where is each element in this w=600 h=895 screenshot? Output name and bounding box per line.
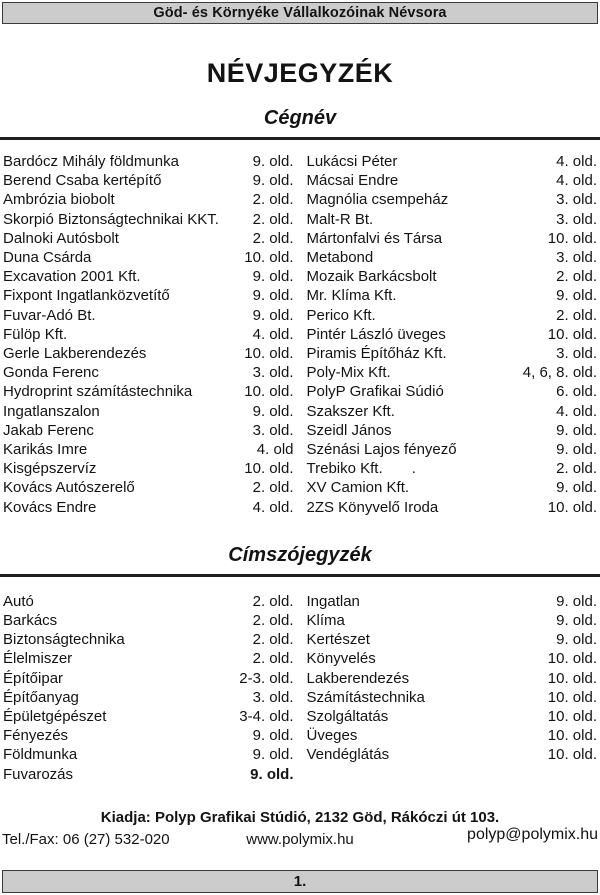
entry-name: Skorpió Biztonságtechnikai KKT. xyxy=(3,210,219,228)
entry-name: Hydroprint számítástechnika xyxy=(3,383,193,401)
entry-name: Klíma xyxy=(306,612,345,630)
entry-name: Trebiko Kft. . xyxy=(306,460,416,478)
entry-name: Perico Kft. xyxy=(306,306,376,324)
entry-name: Mácsai Endre xyxy=(306,172,399,190)
entry-name: Földmunka xyxy=(3,746,78,764)
telephone-fax: Tel./Fax: 06 (27) 532-020 xyxy=(2,830,170,848)
entry-page: 2. old. xyxy=(252,650,294,668)
entry-page: 4. old. xyxy=(252,498,294,516)
entry-name: Szeidl János xyxy=(306,421,392,439)
entry-name: Lakberendezés xyxy=(306,669,410,687)
entry-name: Mozaik Barkácsbolt xyxy=(306,268,437,286)
list-item xyxy=(3,152,294,171)
entry-name: Barkács xyxy=(3,612,58,630)
list-item xyxy=(307,306,598,325)
list-item xyxy=(307,440,598,459)
entry-name: Pintér László üveges xyxy=(306,325,446,343)
entry-name: Szolgáltatás xyxy=(306,708,389,726)
list-item xyxy=(307,611,598,630)
entry-page: 10. old. xyxy=(547,498,597,516)
list-item xyxy=(3,669,294,688)
entry-page: 3. old. xyxy=(252,688,294,706)
list-item xyxy=(3,498,294,517)
entry-page: 9. old. xyxy=(556,612,597,630)
list-item xyxy=(307,267,598,286)
entry-page: 9. old. xyxy=(252,306,294,324)
entry-name: Kovács Endre xyxy=(3,498,97,516)
list-item xyxy=(307,498,598,517)
entry-name: Piramis Építőház Kft. xyxy=(306,345,447,363)
entry-page: 9. old. xyxy=(556,287,597,305)
entry-page: 10. old. xyxy=(547,650,597,668)
entry-name: Malt-R Bt. xyxy=(306,210,374,228)
entry-name: Jakab Ferenc xyxy=(3,421,94,439)
list-item xyxy=(3,229,294,248)
entry-page: 9. old. xyxy=(252,402,294,420)
entry-name: Excavation 2001 Kft. xyxy=(3,268,141,286)
page-number-bar xyxy=(2,870,598,893)
header-title: Göd- és Környéke Vállalkozóinak Névsora xyxy=(153,5,447,21)
entry-name: Gonda Ferenc xyxy=(3,364,99,382)
list-item xyxy=(3,325,294,344)
list-item xyxy=(3,171,294,190)
cegnev-list-right-column xyxy=(307,152,598,517)
entry-name: Mártonfalvi és Társa xyxy=(306,229,443,247)
list-item xyxy=(307,745,598,764)
list-item xyxy=(307,382,598,401)
entry-name: Építőipar xyxy=(3,669,64,687)
entry-name: Építőanyag xyxy=(3,688,79,706)
entry-page: 3. old. xyxy=(556,249,597,267)
list-item xyxy=(307,344,598,363)
entry-page: 3. old. xyxy=(556,191,597,209)
section-cegnev xyxy=(0,107,600,517)
entry-page: 10. old. xyxy=(547,229,597,247)
entry-name: Gerle Lakberendezés xyxy=(3,345,147,363)
entry-page: 9. old. xyxy=(250,765,294,783)
list-item xyxy=(307,421,598,440)
list-item xyxy=(307,726,598,745)
list-item xyxy=(3,286,294,305)
entry-page: 4. old xyxy=(256,441,294,459)
entry-name: Könyvelés xyxy=(306,650,376,668)
list-item xyxy=(307,286,598,305)
entry-name: PolyP Grafikai Súdió xyxy=(306,383,444,401)
list-item xyxy=(3,478,294,497)
entry-page: 9. old. xyxy=(252,727,294,745)
entry-page: 4. old. xyxy=(556,172,597,190)
entry-name: Fényezés xyxy=(3,727,69,745)
entry-page: 9. old. xyxy=(252,268,294,286)
list-item xyxy=(3,190,294,209)
list-item xyxy=(3,726,294,745)
list-item xyxy=(307,210,598,229)
entry-page: 2. old. xyxy=(252,191,294,209)
cegnev-list-left-column xyxy=(3,152,294,517)
entry-page: 2. old. xyxy=(252,479,294,497)
list-item xyxy=(307,363,598,382)
entry-page: 10. old. xyxy=(244,345,294,363)
list-item xyxy=(3,765,294,784)
entry-name: Ingatlanszalon xyxy=(3,402,100,420)
section-heading-cegnev: Cégnév xyxy=(263,107,337,129)
entry-page: 2. old. xyxy=(252,210,294,228)
entry-page: 10. old. xyxy=(244,383,294,401)
entry-page: 9. old. xyxy=(252,153,294,170)
entry-page: 2. old. xyxy=(556,460,597,478)
entry-name: Üveges xyxy=(306,727,358,745)
list-item xyxy=(3,440,294,459)
entry-page: 3. old. xyxy=(556,345,597,363)
entry-page: 2. old. xyxy=(252,592,294,610)
entry-page: 3. old. xyxy=(252,364,294,382)
entry-page: 10. old. xyxy=(547,746,597,764)
cimszojegyzek-list xyxy=(0,592,600,784)
list-item xyxy=(3,248,294,267)
list-item xyxy=(307,402,598,421)
entry-page: 2. old. xyxy=(556,268,597,286)
list-item xyxy=(3,459,294,478)
cimszojegyzek-list-right-column xyxy=(307,592,598,784)
entry-page: 9. old. xyxy=(252,287,294,305)
entry-page: 4, 6, 8. old. xyxy=(522,364,597,382)
entry-page: 4. old. xyxy=(556,153,597,170)
list-item xyxy=(3,210,294,229)
entry-name: Biztonságtechnika xyxy=(3,631,125,649)
entry-name: Kisgépszervíz xyxy=(3,460,97,478)
page-number: 1. xyxy=(293,873,307,890)
list-item xyxy=(3,611,294,630)
page-header-bar xyxy=(2,2,598,24)
entry-page: 2. old. xyxy=(252,229,294,247)
entry-name: XV Camion Kft. xyxy=(306,479,410,497)
list-item xyxy=(3,707,294,726)
entry-name: Autó xyxy=(3,592,34,610)
entry-page: 3. old. xyxy=(252,421,294,439)
publisher-line: Kiadja: Polyp Grafikai Stúdió, 2132 Göd, Rákóczi út 103. xyxy=(100,808,500,826)
list-item xyxy=(307,152,598,171)
cimszojegyzek-list-left-column xyxy=(3,592,294,784)
list-item xyxy=(3,592,294,611)
list-item xyxy=(307,688,598,707)
list-item xyxy=(307,592,598,611)
entry-name: Lukácsi Péter xyxy=(306,153,398,170)
entry-page: 9. old. xyxy=(556,479,597,497)
entry-name: Magnólia csempeház xyxy=(306,191,449,209)
entry-page: 10. old. xyxy=(547,688,597,706)
list-item xyxy=(307,229,598,248)
entry-page: 9. old. xyxy=(252,746,294,764)
entry-page: 3-4. old. xyxy=(239,708,294,726)
horizontal-rule xyxy=(0,574,600,577)
entry-name: Metabond xyxy=(306,249,374,267)
list-item xyxy=(307,478,598,497)
entry-page: 2. old. xyxy=(252,612,294,630)
list-item xyxy=(307,190,598,209)
entry-name: Kovács Autószerelő xyxy=(3,479,135,497)
entry-page: 4. old. xyxy=(252,325,294,343)
entry-name: Berend Csaba kertépítő xyxy=(3,172,162,190)
list-item xyxy=(3,306,294,325)
entry-name: Fülöp Kft. xyxy=(3,325,68,343)
list-item xyxy=(3,402,294,421)
entry-name: Poly-Mix Kft. xyxy=(306,364,391,382)
entry-name: Bardócz Mihály földmunka xyxy=(3,153,179,170)
entry-name: Mr. Klíma Kft. xyxy=(306,287,397,305)
entry-name: 2ZS Könyvelő Iroda xyxy=(306,498,439,516)
entry-name: Épületgépészet xyxy=(3,708,107,726)
entry-page: 9. old. xyxy=(252,172,294,190)
section-cimszojegyzek xyxy=(0,544,600,784)
website-url: www.polymix.hu xyxy=(246,830,354,848)
entry-page: 9. old. xyxy=(556,631,597,649)
list-item xyxy=(307,459,598,478)
list-item xyxy=(3,382,294,401)
list-item xyxy=(3,421,294,440)
entry-name: Kertészet xyxy=(306,631,370,649)
entry-page: 2-3. old. xyxy=(239,669,294,687)
entry-page: 3. old. xyxy=(556,210,597,228)
entry-name: Élelmiszer xyxy=(3,650,73,668)
entry-name: Fuvar-Adó Bt. xyxy=(3,306,96,324)
section-heading-cimszojegyzek: Címszójegyzék xyxy=(228,543,372,566)
entry-name: Ingatlan xyxy=(306,592,360,610)
page-title: NÉVJEGYZÉK xyxy=(206,58,394,88)
list-item xyxy=(3,363,294,382)
entry-page: 2. old. xyxy=(252,631,294,649)
entry-name: Vendéglátás xyxy=(306,746,390,764)
entry-page: 10. old. xyxy=(547,727,597,745)
entry-name: Ambrózia biobolt xyxy=(3,191,115,209)
entry-name: Szénási Lajos fényező xyxy=(306,441,457,459)
entry-page: 6. old. xyxy=(556,383,597,401)
entry-page: 10. old. xyxy=(547,325,597,343)
list-item xyxy=(3,630,294,649)
entry-page: 10. old. xyxy=(244,249,294,267)
entry-name: Számítástechnika xyxy=(306,688,425,706)
list-item xyxy=(307,649,598,668)
list-item xyxy=(307,325,598,344)
list-item xyxy=(307,171,598,190)
entry-name: Dalnoki Autósbolt xyxy=(3,229,119,247)
entry-name: Fixpont Ingatlanközvetítő xyxy=(3,287,170,305)
entry-page: 10. old. xyxy=(244,460,294,478)
entry-page: 9. old. xyxy=(556,421,597,439)
list-item xyxy=(3,267,294,286)
entry-name: Fuvarozás xyxy=(3,765,74,783)
contact-line xyxy=(0,825,600,849)
cegnev-list xyxy=(0,152,600,517)
list-item xyxy=(307,707,598,726)
entry-name: Karikás Imre xyxy=(3,441,88,459)
entry-name: Duna Csárda xyxy=(3,249,92,267)
list-item xyxy=(3,688,294,707)
entry-page: 10. old. xyxy=(547,669,597,687)
list-item xyxy=(307,248,598,267)
list-item xyxy=(3,344,294,363)
list-item xyxy=(307,630,598,649)
entry-name: Szakszer Kft. xyxy=(306,402,395,420)
entry-page: 9. old. xyxy=(556,441,597,459)
entry-page: 9. old. xyxy=(556,592,597,610)
list-item xyxy=(3,745,294,764)
list-item xyxy=(307,669,598,688)
list-item xyxy=(3,649,294,668)
horizontal-rule xyxy=(0,137,600,140)
email-address: polyp@polymix.hu xyxy=(467,825,599,843)
entry-page: 4. old. xyxy=(556,402,597,420)
entry-page: 2. old. xyxy=(556,306,597,324)
entry-page: 10. old. xyxy=(547,708,597,726)
